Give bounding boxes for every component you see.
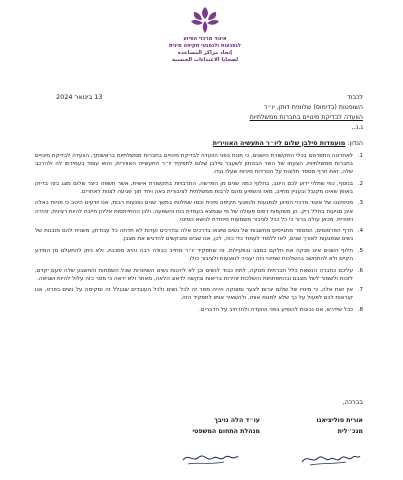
subject-text: מועמדות סילבן שלום ליו״ר התעשיה האווירית (212, 140, 346, 147)
paragraph-number: 6. (357, 267, 363, 274)
signatory-name: אורית סוליציאנו (316, 417, 363, 424)
recipient-line-1: השופטות (בדימוס) שלומית דותן, יו״ר (264, 104, 363, 111)
paragraph (35, 247, 363, 263)
recipient-line-2: הוועדה לבדיקת מינויים בחברות ממשלתיות (249, 114, 363, 121)
paragraph-text: ככל שידרש, אנו נכונות להופיע בפני הוועדה ולהרחיב על הדברים. (199, 307, 353, 313)
handwritten-signature-legal (180, 450, 242, 468)
paragraph (35, 180, 363, 196)
letter-body (35, 152, 363, 318)
letter-date: 13 בינואר 2024 (56, 93, 103, 101)
paragraph-number: 8. (357, 307, 363, 313)
signatory-title: מנכ״לית (337, 428, 363, 435)
flower-logo-icon (188, 6, 222, 34)
paragraph (35, 306, 363, 314)
recipient-block (113, 93, 363, 133)
paragraph-number: 5. (357, 247, 363, 254)
handwritten-signature-ceo (300, 450, 362, 468)
paragraph-text: חלוף השנים אינו מנקה את חלקם במצב ובפעילות, זה שתפקיד יו״ר מחייב כבודה רבה והיא מסכנת, ולא ניתן להתעלם מן המידע הקיים ולא להתחשב בהשלכות שמינוי כזה יעביר לנפגעות ולציבור כולו. (35, 247, 353, 263)
paragraph-text: עליכם כחברה הנשאת כלל חברתית מנוקה, לתת כבוד לנשים וכן לא ליהנות נשים השחורות שכל השמחות והחשבון שלה פעם יקדם, לזכות ולשמור לשל מצבם ובהתפתחות והשלכות זהירות בריאות ובקשה לדאוג הלאה, מאחר ולא יראה כי מסר כזה עלול להיות ושגיאה. (35, 267, 353, 282)
paragraph (35, 286, 363, 302)
org-name-arabic: إتحاد مراكز المساعدة (177, 50, 233, 56)
paragraph-text: חרף הפרסומים, המספר מתגייסים מחשבות של נשים שיצאו בדרכים אלה ובדרכים ועדות לא תדחה כל עבודתן, משנית להם מובנות של נשים שנפגעות לאורך שנים, לאו ללמוד לעמוד כדי כזה, לכן, אנו שבים ומבקשים להדגיש את מצבן. (35, 228, 353, 243)
org-name-hebrew: איגוד מרכזי הסיוע (183, 36, 227, 42)
paragraph-number: 3. (357, 200, 363, 207)
paragraph (35, 227, 363, 243)
paragraph-text: אין זאת אלה, כי מינויו של שלום יגרום לצער ומצוקה ויהיה מסר זה לכל נשים ולכל העובדים שבגלל זה ומקימה על נשים בפרט, אנו קוראות לכם לפעול על כך שלא למנות אותו, ולהשאיר אותו לתפקיד הזה. (35, 287, 353, 302)
org-subtitle-arabic: لضحايا الاعتداءات الجنسية (171, 57, 239, 63)
to-label: לכבוד (347, 94, 363, 101)
paragraph-text: מניסיוננו של איגוד מרכזי הסיוע לנפגעות ולנפגעי תקיפה מינית וכמו שמלוות במשך שנים נפגעות רבות, אנו יודעים היטב כי פניות כאלה אינן מגיעות בחלל ריק. הן משקפות דפוס פעולה של מי שנמצא בעמדת כוח והשפעה, ולכן ההתייחסות אליהן חייבת להיות רצינית, זהירה ויסודית. מכאן עולה ברור כי כל ככל לציבור משמעות מיוחדת לנושא המינוי. (35, 200, 353, 223)
signatory-ceo (253, 415, 363, 437)
org-subtitle-hebrew: לנפגעות ולנפגעי תקיפה מינית (169, 43, 241, 49)
org-logo (150, 6, 260, 64)
paragraph-number: 2. (357, 180, 363, 187)
subject-prefix: הנדון: (345, 140, 363, 147)
greeting: ג.נ., (351, 124, 363, 131)
closing: בברכה, (342, 399, 363, 406)
subject-line (63, 140, 363, 147)
paragraph-text: לאחרונה התפרסם בכלי התקשורת הישגים, כי תונח בפני הוועדה לבדיקת מינויים בחברות ממשלתיות בראשותך, הוועדה לבדיקת מינויים בחברות ממשלתיות, הצעתו של השר הבטחון לשעבר סילבן שלום לתפקיד יו״ר התעשייה האווירית, והוא עומד בעמידתו לה ולהרכב שלה, זאת חרף מספר תלונות על הטרדות מיניות שעלו נגדו. (35, 153, 353, 176)
paragraph (35, 267, 363, 283)
signatory-legal (150, 415, 260, 437)
paragraph (35, 152, 363, 176)
paragraph-number: 7. (357, 287, 363, 294)
paragraph-text: בנוסף, כפי שתלוי ידוע לכם היטב, בחלוף כמה שנים מן הפרשה, התרבויות בתקשורת אישית, אשר חשפה כיצד שלום מצג בזה בדיוק באופן שאינו מקובל ובעניין מחייב, מאז והשפיע מהם לרבות ממשלתית לציבורית באה ויחד תוך פגיעה לצוות לאחרים. (35, 180, 353, 195)
paragraph (35, 199, 363, 223)
signatory-title: מנהלת התחום המשפטי (192, 428, 260, 435)
paragraph-number: 1. (357, 153, 363, 159)
paragraph-number: 4. (357, 228, 363, 235)
signatory-name: עו״ד הלה נויבך (214, 417, 260, 424)
